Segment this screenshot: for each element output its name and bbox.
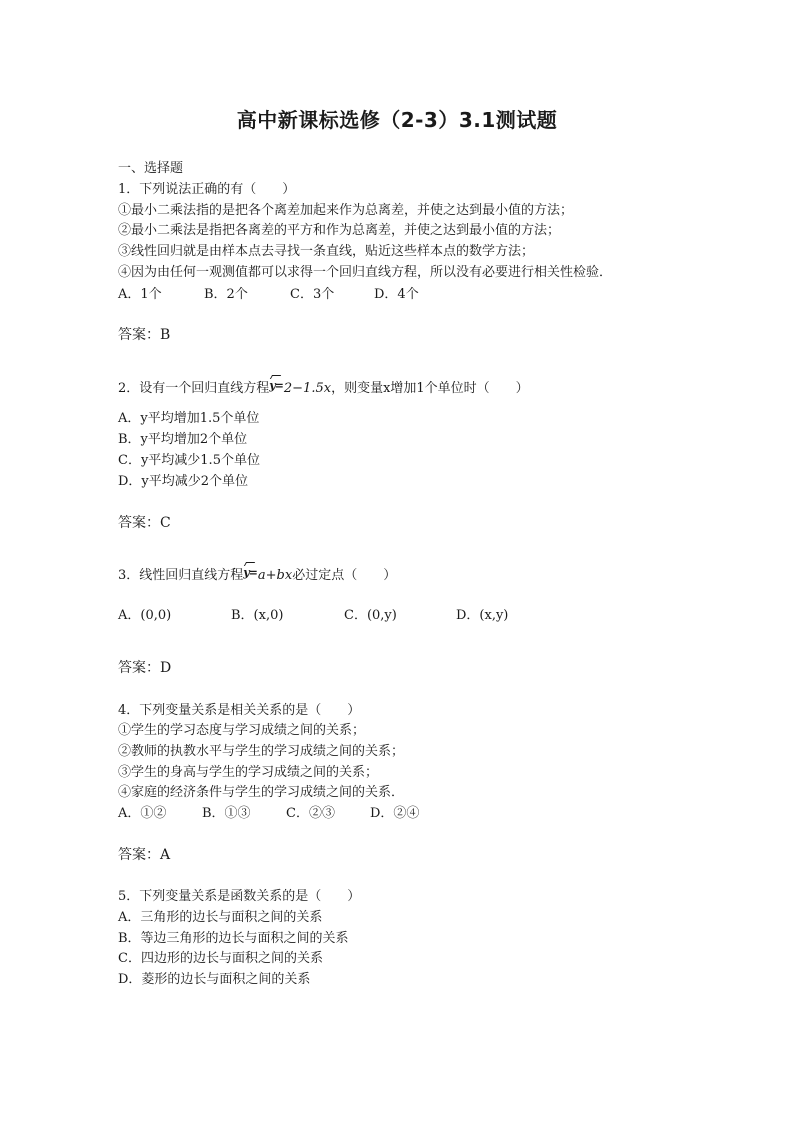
q5-option-b: B．等边三角形的边长与面积之间的关系 [118, 931, 349, 946]
q2-option-d: D．y平均减少2个单位 [118, 474, 249, 489]
y-hat-symbol: y= [243, 564, 257, 582]
q3-stem-prefix: 3．线性回归直线方程 [118, 568, 244, 583]
q1-option-d: D．4个 [374, 287, 419, 302]
q2-stem [118, 380, 529, 398]
q4-item-1: ①学生的学习态度与学习成绩之间的关系； [118, 723, 366, 738]
q4-item-2: ②教师的执教水平与学生的学习成绩之间的关系； [118, 744, 405, 759]
q4-option-c: C．②③ [286, 806, 335, 821]
q4-option-a: A．①② [118, 806, 167, 821]
q3-option-b: B．(x,0) [231, 608, 284, 623]
q2-formula: 2−1.5x [283, 381, 332, 396]
q5-option-d: D．菱形的边长与面积之间的关系 [118, 972, 311, 987]
q4-option-d: D．②④ [370, 806, 420, 821]
q1-option-b: B．2个 [204, 287, 248, 302]
y-hat-symbol: y= [269, 377, 283, 395]
q4-item-3: ③学生的身高与学生的学习成绩之间的关系； [118, 765, 379, 780]
q3-options [118, 607, 508, 625]
q1-option-a: A．1个 [118, 287, 162, 302]
q4-answer: 答案：A [118, 847, 171, 863]
section-heading: 一、选择题 [118, 161, 184, 176]
q3-stem-suffix: 必过定点（ ） [292, 568, 397, 583]
q5-stem: 5．下列变量关系是函数关系的是（ ） [118, 889, 361, 904]
q4-option-b: B．①③ [202, 806, 251, 821]
q5-option-a: A．三角形的边长与面积之间的关系 [118, 910, 323, 925]
q1-stem: 1．下列说法正确的有（ ） [118, 182, 296, 197]
q5-option-c: C．四边形的边长与面积之间的关系 [118, 951, 323, 966]
q2-stem-suffix: ，则变量x增加1个单位时（ ） [331, 381, 529, 396]
q2-option-b: B．y平均增加2个单位 [118, 432, 248, 447]
q1-options [118, 286, 419, 304]
q2-option-a: A．y平均增加1.5个单位 [118, 411, 260, 426]
q4-stem: 4．下列变量关系是相关关系的是（ ） [118, 703, 361, 718]
q3-answer: 答案：D [118, 660, 172, 676]
q1-option-c: C．3个 [290, 287, 335, 302]
q1-item-1: ①最小二乘法指的是把各个离差加起来作为总离差，并使之达到最小值的方法； [118, 203, 574, 218]
q2-answer: 答案：C [118, 515, 171, 531]
q1-item-4: ④因为由任何一观测值都可以求得一个回归直线方程，所以没有必要进行相关性检验． [118, 265, 613, 280]
q2-stem-prefix: 2．设有一个回归直线方程 [118, 381, 270, 396]
q1-item-3: ③线性回归就是由样本点去寻找一条直线，贴近这些样本点的数学方法； [118, 244, 535, 259]
q3-option-c: C．(0,y) [344, 608, 397, 623]
q1-answer: 答案：B [118, 327, 171, 343]
q3-stem [118, 567, 396, 585]
q4-options [118, 805, 419, 823]
page-title: 高中新课标选修（2-3）3.1测试题 [236, 108, 558, 132]
q2-option-c: C．y平均减少1.5个单位 [118, 453, 260, 468]
q3-formula: a+bx [257, 568, 293, 583]
q3-option-a: A．(0,0) [118, 608, 172, 623]
q4-item-4: ④家庭的经济条件与学生的学习成绩之间的关系． [118, 785, 405, 800]
q1-item-2: ②最小二乘法是指把各离差的平方和作为总离差，并使之达到最小值的方法； [118, 223, 561, 238]
q3-option-d: D．(x,y) [456, 608, 509, 623]
